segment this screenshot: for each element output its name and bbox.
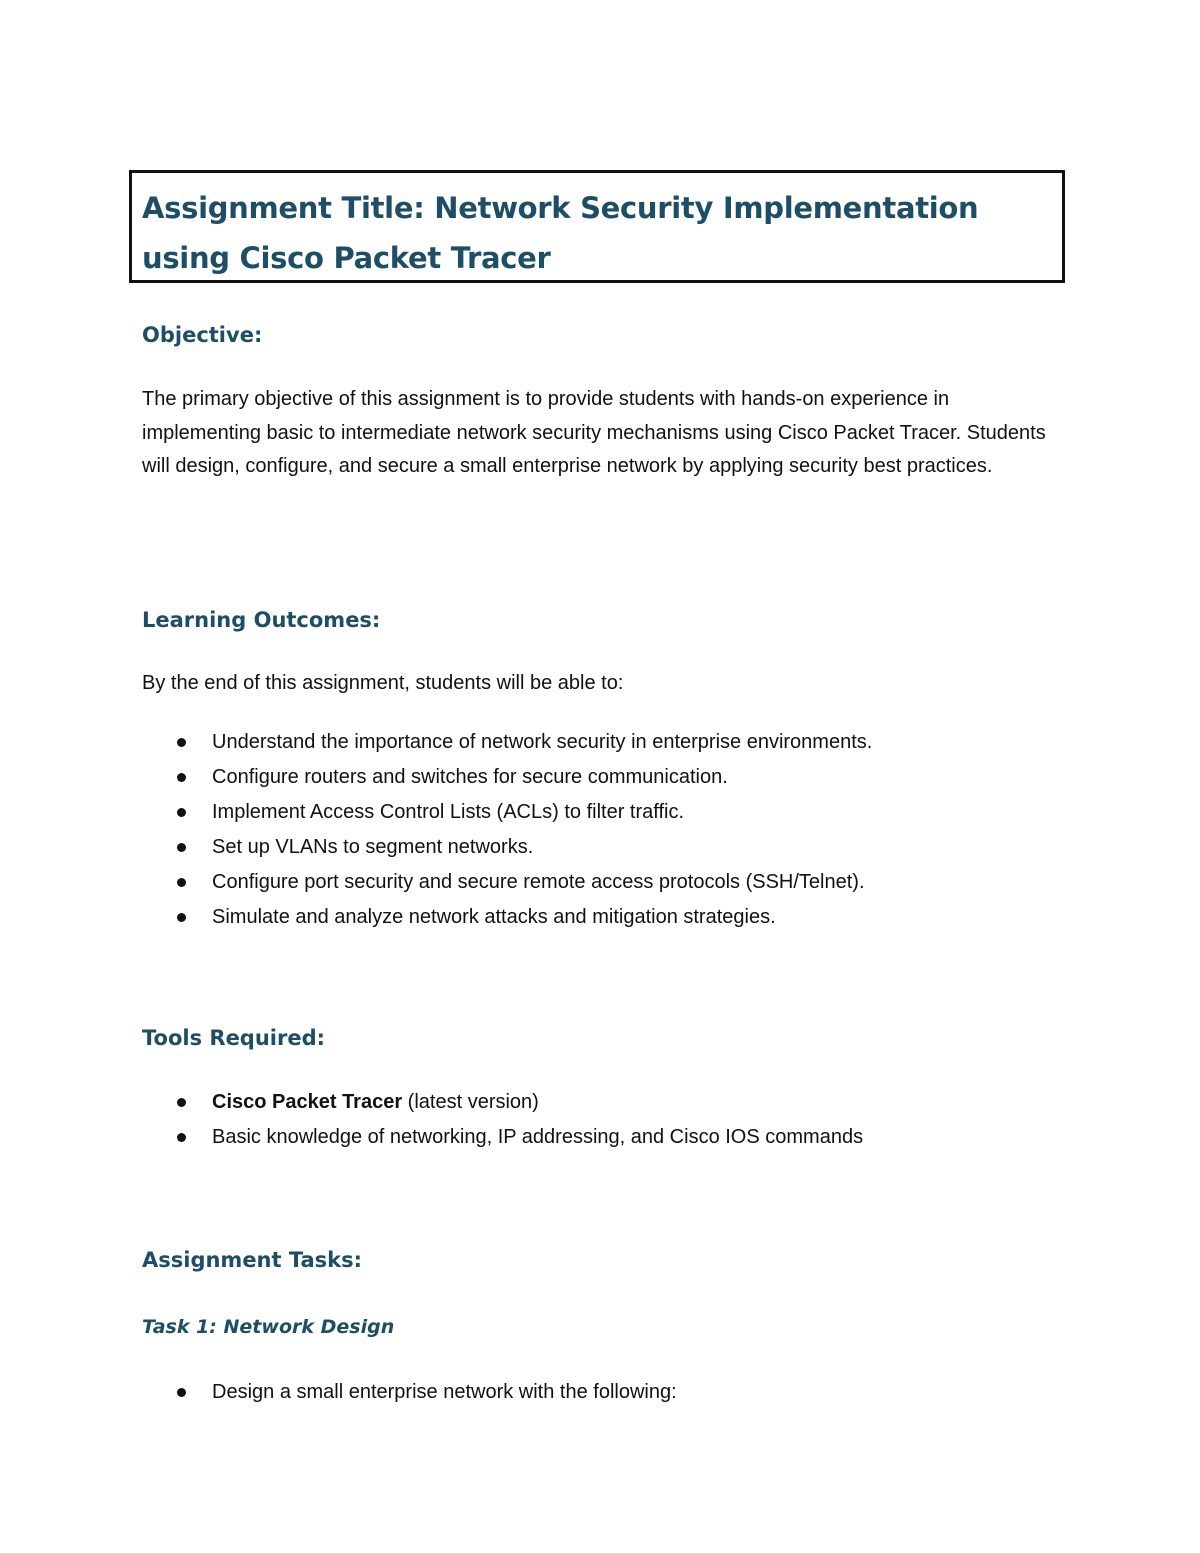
tool-note: (latest version) xyxy=(402,1091,539,1113)
assignment-title xyxy=(142,183,1052,283)
list-item xyxy=(142,725,1042,760)
bullet-icon xyxy=(177,843,186,852)
title-line-1: Assignment Title: Network Security Implementation xyxy=(142,191,979,225)
list-item-text: Simulate and analyze network attacks and mitigation strategies. xyxy=(212,906,776,928)
learning-outcomes-heading: Learning Outcomes: xyxy=(142,608,381,632)
title-line-2: using Cisco Packet Tracer xyxy=(142,241,551,275)
list-item-text: Basic knowledge of networking, IP addressing, and Cisco IOS commands xyxy=(212,1126,864,1148)
bullet-icon xyxy=(177,1098,186,1107)
task-1-list xyxy=(142,1375,1042,1410)
objective-paragraph: The primary objective of this assignment is to provide students with hands-on experience in implementing basic to intermediate network security mechanisms using Cisco Packet Tracer. Students will design, configure, and secure a small enterprise network by applying security best practices. xyxy=(142,388,1046,477)
list-item-text: Implement Access Control Lists (ACLs) to filter traffic. xyxy=(212,801,685,823)
assignment-tasks-heading: Assignment Tasks: xyxy=(142,1248,363,1272)
list-item-text: Set up VLANs to segment networks. xyxy=(212,836,534,858)
bullet-icon xyxy=(177,773,186,782)
list-item-text: Design a small enterprise network with the following: xyxy=(212,1381,677,1403)
list-item xyxy=(142,865,1042,900)
task-1-heading: Task 1: Network Design xyxy=(142,1316,395,1338)
tools-list xyxy=(142,1085,1042,1155)
list-item xyxy=(142,760,1042,795)
list-item xyxy=(142,1375,1042,1410)
list-item xyxy=(142,900,1042,935)
tools-required-heading: Tools Required: xyxy=(142,1026,326,1050)
title-box xyxy=(129,170,1065,283)
list-item-text: Understand the importance of network security in enterprise environments. xyxy=(212,731,873,753)
bullet-icon xyxy=(177,1133,186,1142)
bullet-icon xyxy=(177,1388,186,1397)
tool-name: Cisco Packet Tracer xyxy=(212,1091,403,1113)
list-item-text: Configure routers and switches for secure communication. xyxy=(212,766,728,788)
learning-outcomes-list xyxy=(142,725,1042,935)
list-item xyxy=(142,795,1042,830)
bullet-icon xyxy=(177,913,186,922)
bullet-icon xyxy=(177,808,186,817)
list-item-text: Configure port security and secure remote access protocols (SSH/Telnet). xyxy=(212,871,865,893)
bullet-icon xyxy=(177,738,186,747)
learning-outcomes-intro: By the end of this assignment, students will be able to: xyxy=(142,672,624,694)
bullet-icon xyxy=(177,878,186,887)
list-item xyxy=(142,1120,1042,1155)
list-item xyxy=(142,830,1042,865)
objective-heading: Objective: xyxy=(142,323,263,347)
list-item xyxy=(142,1085,1042,1120)
